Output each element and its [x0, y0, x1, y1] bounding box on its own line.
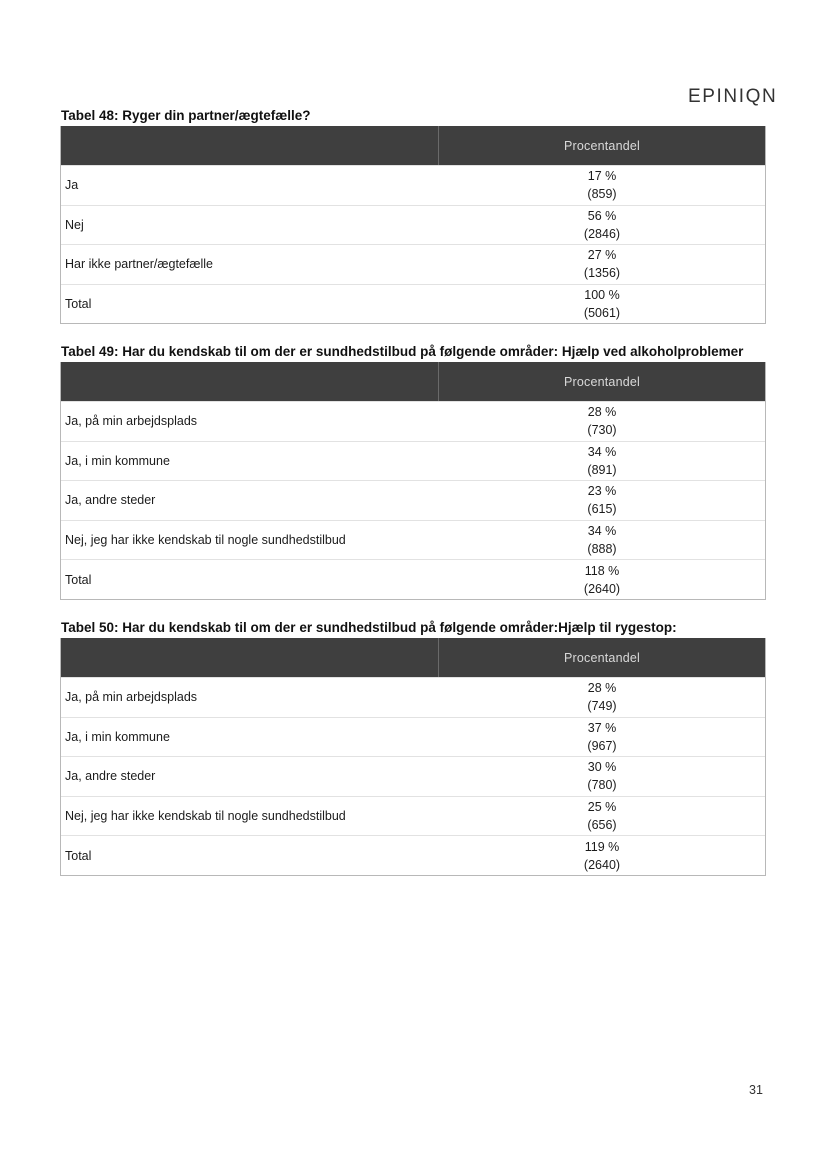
table-row: [61, 205, 765, 245]
column-header-percent: Procentandel: [563, 374, 641, 389]
table-49-title: Tabel 49: Har du kendskab til om der er sundhedstilbud på følgende områder: Hjælp ved alkoholproblemer: [61, 344, 744, 359]
row-value: [439, 166, 765, 205]
row-label: Nej, jeg har ikke kendskab til nogle sundhedstilbud: [65, 809, 346, 824]
row-label: Ja, andre steder: [65, 769, 156, 784]
row-value: [439, 206, 765, 245]
row-value: [439, 836, 765, 875]
epinion-logo: EPINIQN: [688, 86, 778, 107]
row-label: Ja, i min kommune: [65, 729, 170, 744]
table-48-title: Tabel 48: Ryger din partner/ægtefælle?: [61, 108, 311, 123]
header-label-cell: [61, 638, 439, 677]
table-row: [61, 480, 765, 520]
row-value: [439, 757, 765, 796]
row-percent: 34 %: [587, 524, 617, 539]
column-header-percent: Procentandel: [563, 138, 641, 153]
table-row: [61, 520, 765, 560]
row-label: Total: [65, 572, 92, 587]
table-header: [61, 638, 765, 677]
row-value: [439, 678, 765, 717]
row-label: Ja, på min arbejdsplads: [65, 690, 198, 705]
table-row: [61, 717, 765, 757]
table-row-total: [61, 835, 765, 875]
row-count: (859): [587, 187, 617, 202]
row-percent: 119 %: [584, 839, 620, 854]
row-count: (2640): [583, 857, 621, 872]
table-row-total: [61, 284, 765, 324]
table-row: [61, 441, 765, 481]
table-row-total: [61, 559, 765, 599]
table-row: [61, 244, 765, 284]
row-count: (749): [587, 699, 617, 714]
row-label: Ja, i min kommune: [65, 453, 170, 468]
row-label: Ja, på min arbejdsplads: [65, 414, 198, 429]
row-count: (2846): [583, 226, 621, 241]
row-percent: 28 %: [587, 405, 617, 420]
row-percent: 27 %: [587, 248, 617, 263]
page-number: 31: [749, 1083, 763, 1097]
row-count: (891): [587, 462, 617, 477]
row-percent: 100 %: [584, 288, 620, 303]
row-label: Nej: [65, 217, 84, 232]
table-row: [61, 677, 765, 717]
row-count: (888): [587, 542, 617, 557]
row-value: [439, 245, 765, 284]
row-count: (5061): [583, 306, 621, 321]
row-value: [439, 718, 765, 757]
row-percent: 34 %: [587, 444, 617, 459]
table-header: [61, 126, 765, 165]
table-48: [60, 126, 766, 324]
row-value: [439, 402, 765, 441]
row-percent: 25 %: [587, 800, 617, 815]
table-49: [60, 362, 766, 600]
table-row: [61, 796, 765, 836]
row-label: Total: [65, 297, 92, 312]
row-count: (730): [587, 423, 617, 438]
row-percent: 17 %: [587, 169, 617, 184]
row-count: (1356): [583, 266, 621, 281]
row-label: Ja, andre steder: [65, 493, 156, 508]
row-percent: 37 %: [587, 720, 617, 735]
row-count: (967): [587, 738, 617, 753]
row-label: Nej, jeg har ikke kendskab til nogle sundhedstilbud: [65, 533, 346, 548]
row-count: (615): [587, 502, 617, 517]
column-header-percent: Procentandel: [563, 650, 641, 665]
header-label-cell: [61, 126, 439, 165]
row-percent: 118 %: [584, 563, 620, 578]
table-50: [60, 638, 766, 876]
row-percent: 30 %: [587, 760, 617, 775]
row-percent: 28 %: [587, 681, 617, 696]
row-count: (780): [587, 778, 617, 793]
row-value: [439, 560, 765, 599]
table-row: [61, 756, 765, 796]
row-label: Total: [65, 848, 92, 863]
table-50-title: Tabel 50: Har du kendskab til om der er sundhedstilbud på følgende områder:Hjælp til rygestop:: [61, 620, 677, 635]
row-value: [439, 285, 765, 324]
row-label: Har ikke partner/ægtefælle: [65, 257, 213, 272]
row-value: [439, 442, 765, 481]
row-value: [439, 521, 765, 560]
header-label-cell: [61, 362, 439, 401]
table-header: [61, 362, 765, 401]
table-row: [61, 165, 765, 205]
row-value: [439, 797, 765, 836]
table-row: [61, 401, 765, 441]
row-percent: 56 %: [587, 208, 617, 223]
row-count: (2640): [583, 581, 621, 596]
row-percent: 23 %: [587, 484, 617, 499]
row-value: [439, 481, 765, 520]
row-count: (656): [587, 818, 617, 833]
row-label: Ja: [65, 178, 79, 193]
